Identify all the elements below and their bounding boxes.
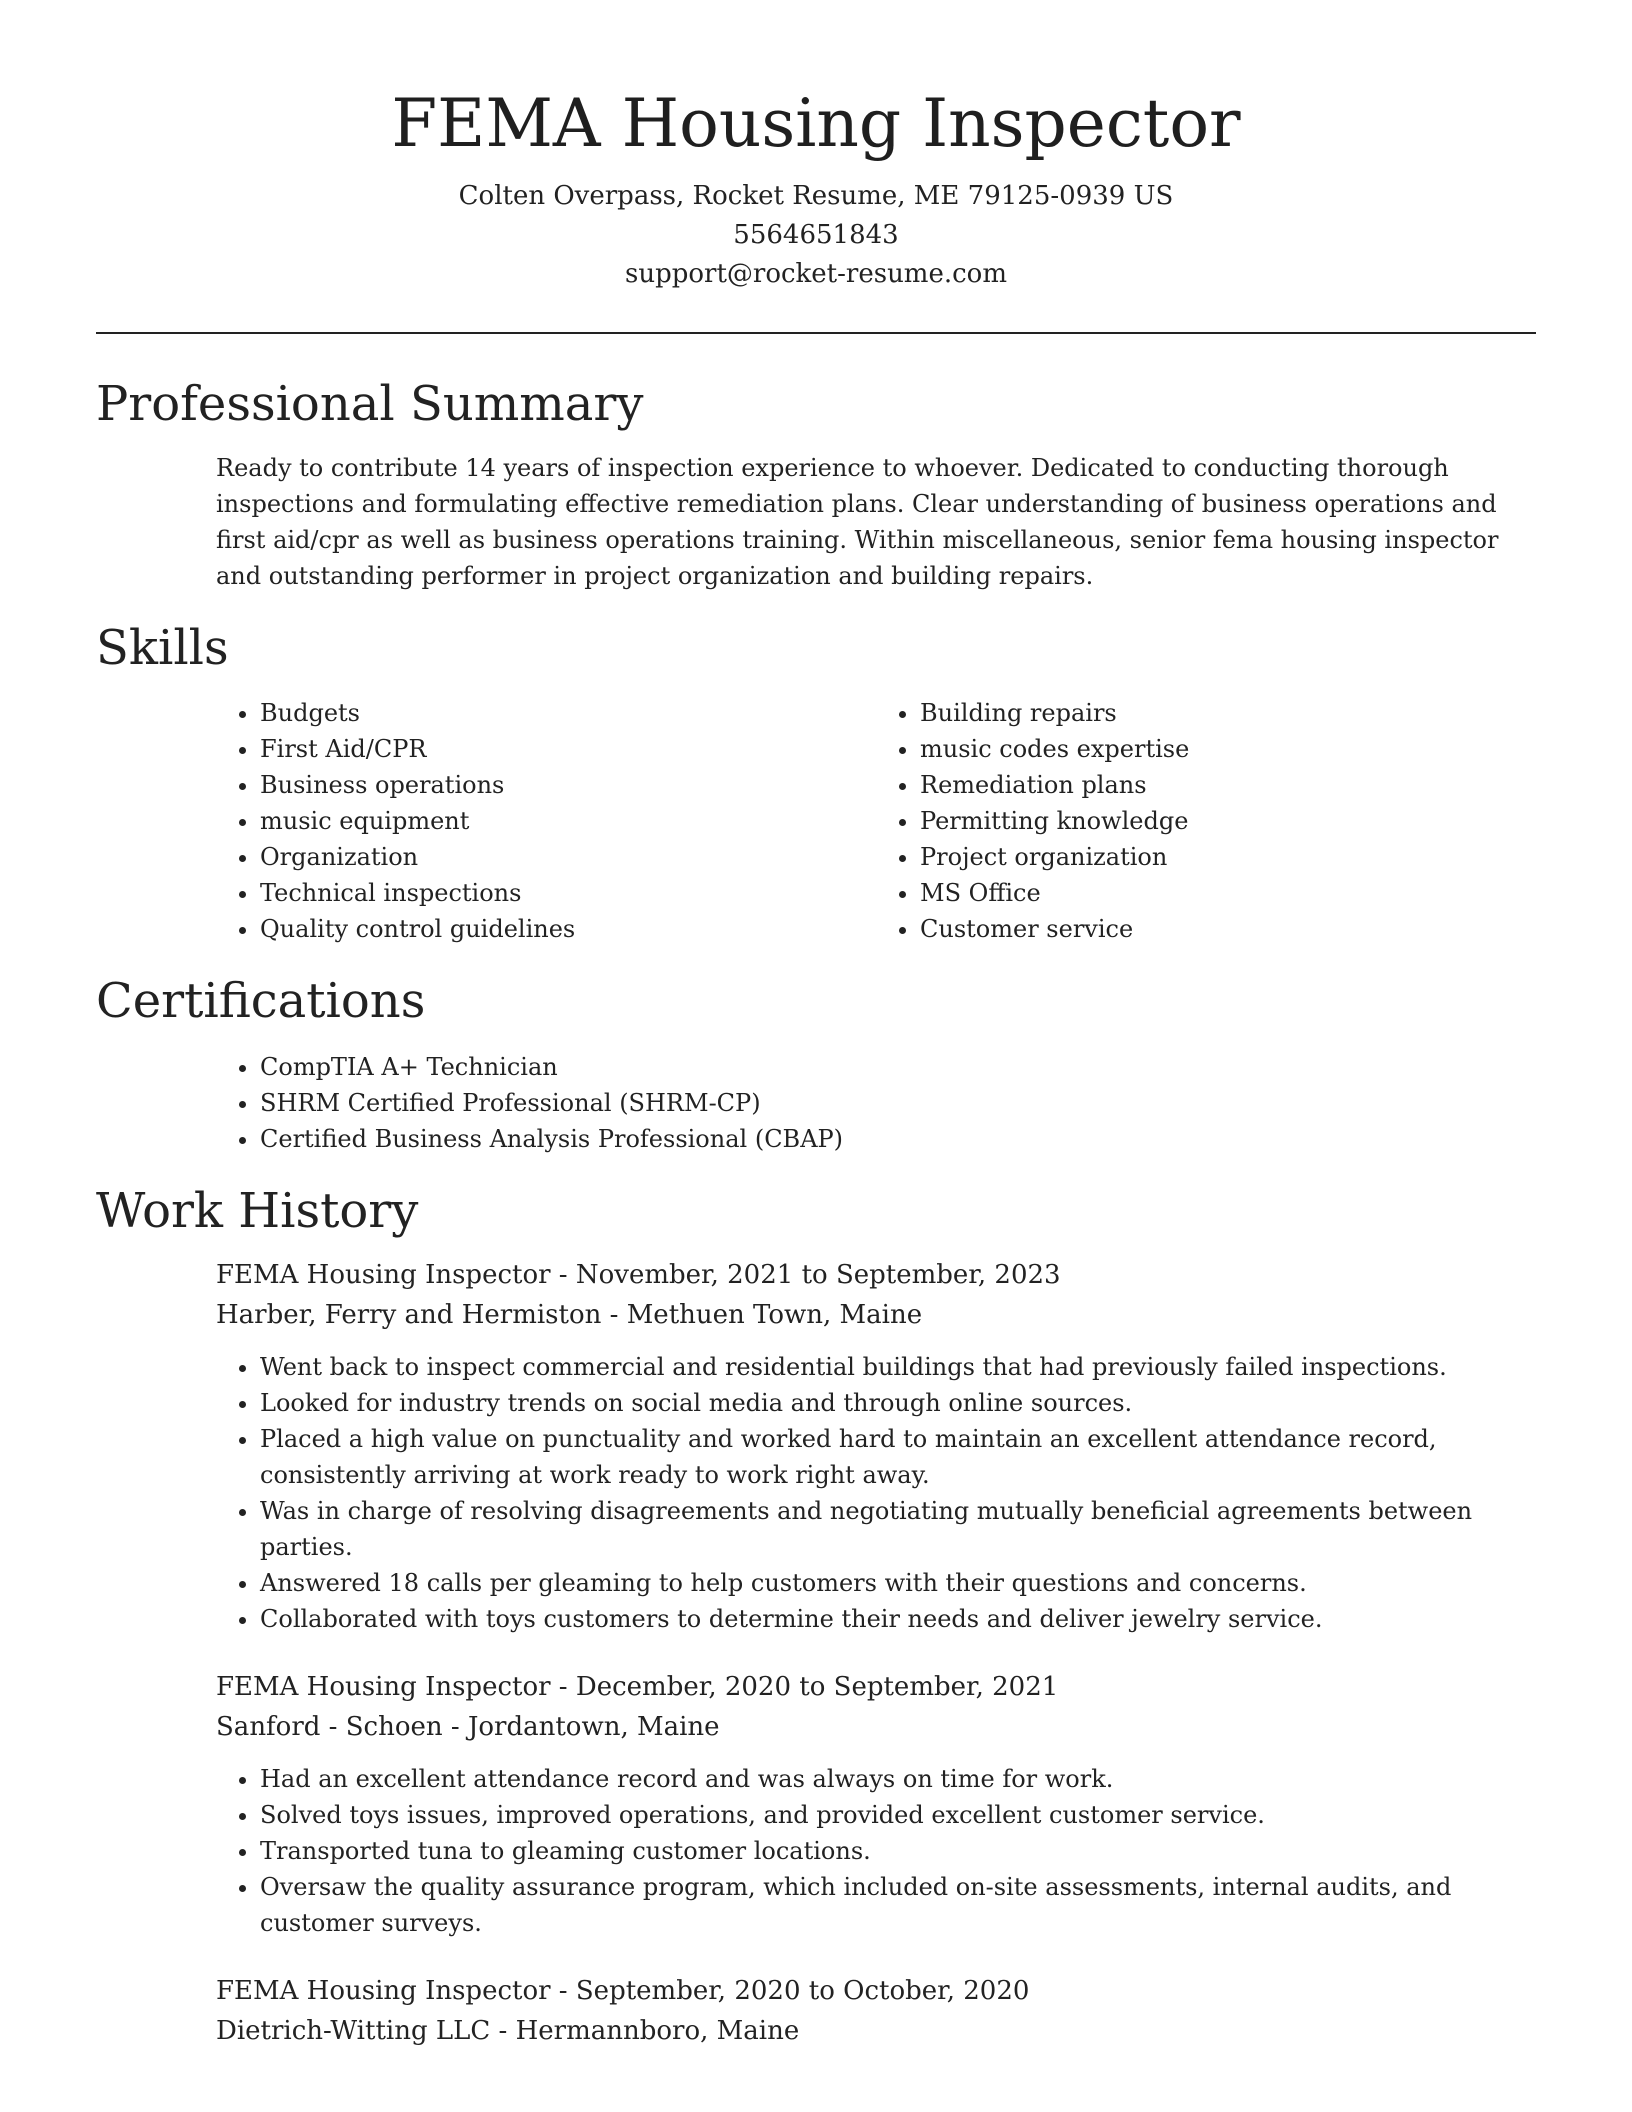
header-divider: [96, 332, 1536, 334]
job-title: FEMA Housing Inspector: [216, 1259, 551, 1290]
job-bullet: • Answered 18 calls per gleaming to help customers with their questions and concerns.: [260, 1565, 1536, 1601]
job-bullet-list: [216, 1761, 1536, 1941]
job-bullets: [216, 1761, 1536, 1941]
job-bullet: • Went back to inspect commercial and residential buildings that had previously failed inspections.: [260, 1349, 1536, 1385]
certification-item: • SHRM Certified Professional (SHRM-CP): [260, 1085, 1536, 1121]
contact-email: support@rocket-resume.com: [624, 259, 1007, 290]
job-company: Dietrich-Witting LLC: [216, 2015, 491, 2046]
skill-item: • music codes expertise: [920, 731, 1536, 767]
job-bullet: • Solved toys issues, improved operations, and provided excellent customer service.: [260, 1797, 1536, 1833]
skills-heading: Skills: [96, 619, 229, 676]
job-location: Hermannboro, Maine: [515, 2015, 800, 2046]
skills-list-right: [876, 695, 1536, 947]
certifications-wrapper: [216, 1049, 1536, 1157]
skill-item: • Organization: [260, 839, 876, 875]
job-entry: [216, 1971, 1536, 2051]
work-history-section: [96, 1183, 1536, 2051]
skill-item: • First Aid/CPR: [260, 731, 876, 767]
job-title-line: FEMA Housing Inspector - November, 2021 to September, 2023: [216, 1259, 1061, 1290]
job-company: Sanford - Schoen: [216, 1711, 443, 1742]
skill-item: • Business operations: [260, 767, 876, 803]
summary-heading: Professional Summary: [96, 376, 644, 433]
skill-item: • Quality control guidelines: [260, 911, 876, 947]
certifications-list: [216, 1049, 1536, 1157]
skill-item: • Remediation plans: [920, 767, 1536, 803]
skill-item: • Permitting knowledge: [920, 803, 1536, 839]
job-title: FEMA Housing Inspector: [216, 1975, 551, 2006]
job-bullet: • Placed a high value on punctuality and worked hard to maintain an excellent attendance record, consistently arriving at work ready to work right away.: [260, 1421, 1536, 1493]
job-title-line: FEMA Housing Inspector - December, 2020 to September, 2021: [216, 1671, 1059, 1702]
skill-item: • Building repairs: [920, 695, 1536, 731]
resume-header: [96, 0, 1536, 294]
skill-item: • music equipment: [260, 803, 876, 839]
summary-section: [96, 376, 1536, 594]
job-title-line: FEMA Housing Inspector - September, 2020 to October, 2020: [216, 1975, 1030, 2006]
skill-item: • Customer service: [920, 911, 1536, 947]
job-bullets: [216, 1349, 1536, 1637]
job-company: Harber, Ferry and Hermiston: [216, 1299, 602, 1330]
job-bullet-list: [216, 1349, 1536, 1637]
job-title: FEMA Housing Inspector: [216, 1671, 551, 1702]
certification-item: • CompTIA A+ Technician: [260, 1049, 1536, 1085]
resume-page: [96, 0, 1536, 2051]
job-dates: December, 2020 to September, 2021: [575, 1671, 1059, 1702]
job-company-line: Dietrich-Witting LLC - Hermannboro, Maine: [216, 2015, 800, 2046]
job-entry: [216, 1667, 1536, 1941]
contact-phone: 5564651843: [733, 220, 899, 251]
job-bullet: • Collaborated with toys customers to determine their needs and deliver jewelry service.: [260, 1601, 1536, 1637]
job-bullet: • Looked for industry trends on social media and through online sources.: [260, 1385, 1536, 1421]
job-entry: [216, 1255, 1536, 1637]
summary-text: Ready to contribute 14 years of inspection experience to whoever. Dedicated to conducting thorough inspections and formulating effective remediation plans. Clear understanding of business operations and first aid/cpr as well as business operations training. Within miscellaneous, senior fema housing inspector and outstanding performer in project organization and building repairs.: [216, 453, 1499, 590]
job-dates: September, 2020 to October, 2020: [575, 1975, 1030, 2006]
job-location: Jordantown, Maine: [467, 1711, 720, 1742]
skill-item: • Budgets: [260, 695, 876, 731]
candidate-name: FEMA Housing Inspector: [391, 85, 1241, 162]
job-bullet: • Was in charge of resolving disagreements and negotiating mutually beneficial agreements between parties.: [260, 1493, 1536, 1565]
job-bullet: • Oversaw the quality assurance program, which included on-site assessments, internal audits, and customer surveys.: [260, 1869, 1536, 1941]
job-dates: November, 2021 to September, 2023: [575, 1259, 1061, 1290]
job-company-line: Harber, Ferry and Hermiston - Methuen Town, Maine: [216, 1299, 923, 1330]
skills-columns: [216, 695, 1536, 947]
skill-item: • MS Office: [920, 875, 1536, 911]
job-company-line: Sanford - Schoen - Jordantown, Maine: [216, 1711, 720, 1742]
skill-item: • Project organization: [920, 839, 1536, 875]
certifications-section: [96, 973, 1536, 1157]
certification-item: • Certified Business Analysis Professional (CBAP): [260, 1121, 1536, 1157]
work-history-heading: Work History: [96, 1182, 419, 1239]
job-location: Methuen Town, Maine: [626, 1299, 923, 1330]
contact-address: Colten Overpass, Rocket Resume, ME 79125-0939 US: [458, 181, 1174, 212]
skills-list-left: [216, 695, 876, 947]
skill-item: • Technical inspections: [260, 875, 876, 911]
skills-section: [96, 620, 1536, 948]
job-bullet: • Transported tuna to gleaming customer locations.: [260, 1833, 1536, 1869]
certifications-heading: Certifications: [96, 973, 426, 1030]
job-bullet: • Had an excellent attendance record and was always on time for work.: [260, 1761, 1536, 1797]
